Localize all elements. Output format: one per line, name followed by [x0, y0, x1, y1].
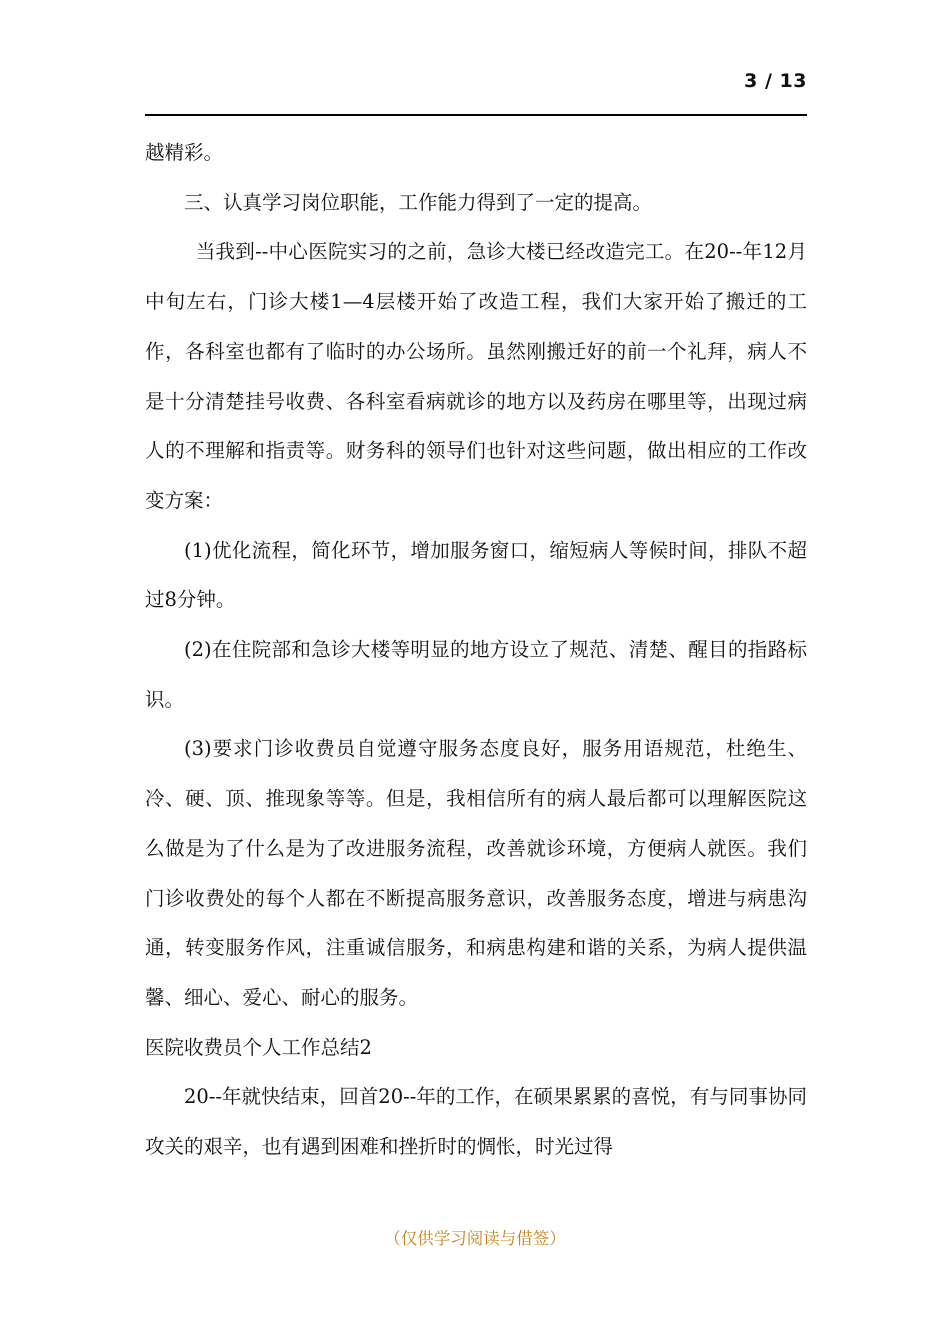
paragraph-item-3: (3)要求门诊收费员自觉遵守服务态度良好，服务用语规范，杜绝生、冷、硬、顶、推现象等等。但是，我相信所有的病人最后都可以理解医院这么做是为了什么是为了改进服务流程，改善就诊环境，方便病人就医。我们门诊收费处的每个人都在不断提高服务意识，改善服务态度，增进与病患沟通，转变服务作风，注重诚信服务，和病患构建和谐的关系，为病人提供温馨、细心、爱心、耐心的服务。: [145, 737, 807, 1009]
paragraph-relocation: 当我到--中心医院实习的之前，急诊大楼已经改造完工。在20--年12月中旬左右，门诊大楼1—4层楼开始了改造工程，我们大家开始了搬迁的工作，各科室也都有了临时的办公场所。虽然刚搬迁好的前一个礼拜，病人不是十分清楚挂号收费、各科室看病就诊的地方以及药房在哪里等，出现过病人的不理解和指责等。财务科的领导们也针对这些问题，做出相应的工作改变方案：: [145, 240, 807, 512]
section-title: 医院收费员个人工作总结2: [145, 1035, 372, 1059]
paragraph-heading-three: 三、认真学习岗位职能，工作能力得到了一定的提高。: [184, 190, 653, 214]
paragraph-item-1: (1)优化流程，简化环节，增加服务窗口，缩短病人等候时间，排队不超过8分钟。: [145, 538, 807, 612]
header-rule: [145, 114, 807, 116]
paragraph-continuation: 越精彩。: [145, 141, 224, 164]
paragraph-summary-intro: 20--年就快结束，回首20--年的工作，在硕果累累的喜悦，有与同事协同攻关的艰辛，也有遇到困难和挫折时的惆怅，时光过得: [145, 1085, 807, 1159]
paragraph-item-2: (2)在住院部和急诊大楼等明显的地方设立了规范、清楚、醒目的指路标识。: [145, 638, 807, 711]
page-number: 3 / 13: [744, 70, 807, 92]
footer-note: （仅供学习阅读与借签）: [384, 1229, 566, 1248]
document-body: [145, 128, 807, 1172]
